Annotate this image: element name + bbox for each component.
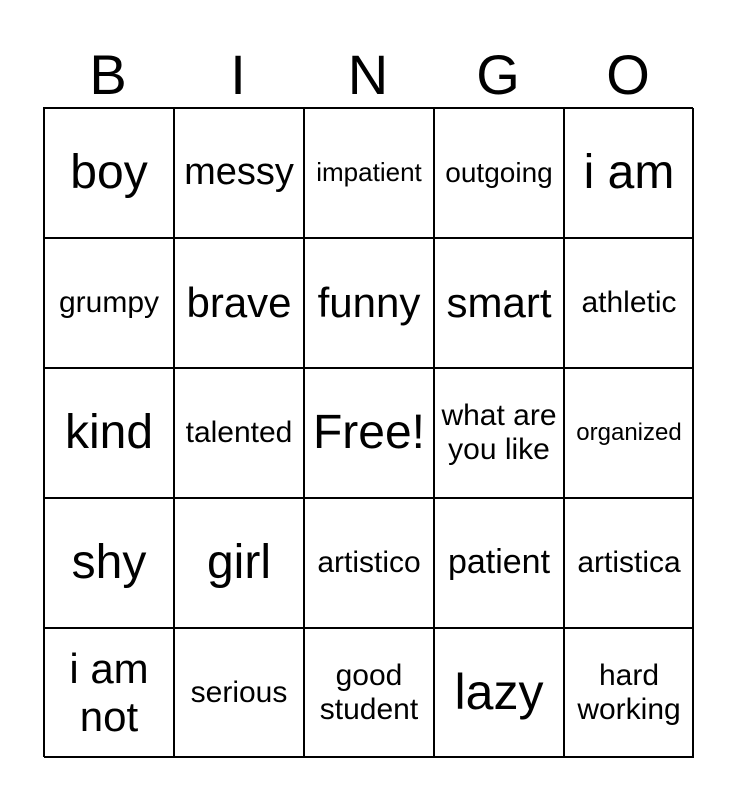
bingo-cell[interactable]: messy [174, 108, 304, 238]
bingo-cell[interactable]: shy [44, 498, 174, 628]
free-space[interactable]: Free! [304, 368, 434, 498]
bingo-grid [43, 107, 693, 757]
bingo-cell[interactable]: artistica [564, 498, 694, 628]
header-letter-o: O [606, 43, 650, 106]
bingo-cell[interactable]: patient [434, 498, 564, 628]
bingo-cell[interactable]: kind [44, 368, 174, 498]
bingo-cell[interactable]: artistico [304, 498, 434, 628]
bingo-cell[interactable]: funny [304, 238, 434, 368]
bingo-cell[interactable]: athletic [564, 238, 694, 368]
bingo-cell[interactable]: hard working [564, 628, 694, 758]
bingo-cell[interactable]: lazy [434, 628, 564, 758]
bingo-cell[interactable]: serious [174, 628, 304, 758]
bingo-cell[interactable]: impatient [304, 108, 434, 238]
bingo-cell[interactable]: good student [304, 628, 434, 758]
bingo-header [43, 44, 693, 106]
bingo-cell[interactable]: talented [174, 368, 304, 498]
header-letter-b: B [89, 43, 127, 106]
bingo-cell[interactable]: outgoing [434, 108, 564, 238]
bingo-cell[interactable]: what are you like [434, 368, 564, 498]
bingo-cell[interactable]: i am not [44, 628, 174, 758]
header-letter-i: I [230, 43, 246, 106]
bingo-cell[interactable]: grumpy [44, 238, 174, 368]
header-letter-n: N [347, 43, 389, 106]
bingo-cell[interactable]: girl [174, 498, 304, 628]
bingo-cell[interactable]: boy [44, 108, 174, 238]
bingo-cell[interactable]: brave [174, 238, 304, 368]
bingo-cell[interactable]: i am [564, 108, 694, 238]
bingo-cell[interactable]: organized [564, 368, 694, 498]
bingo-cell[interactable]: smart [434, 238, 564, 368]
header-letter-g: G [476, 43, 520, 106]
